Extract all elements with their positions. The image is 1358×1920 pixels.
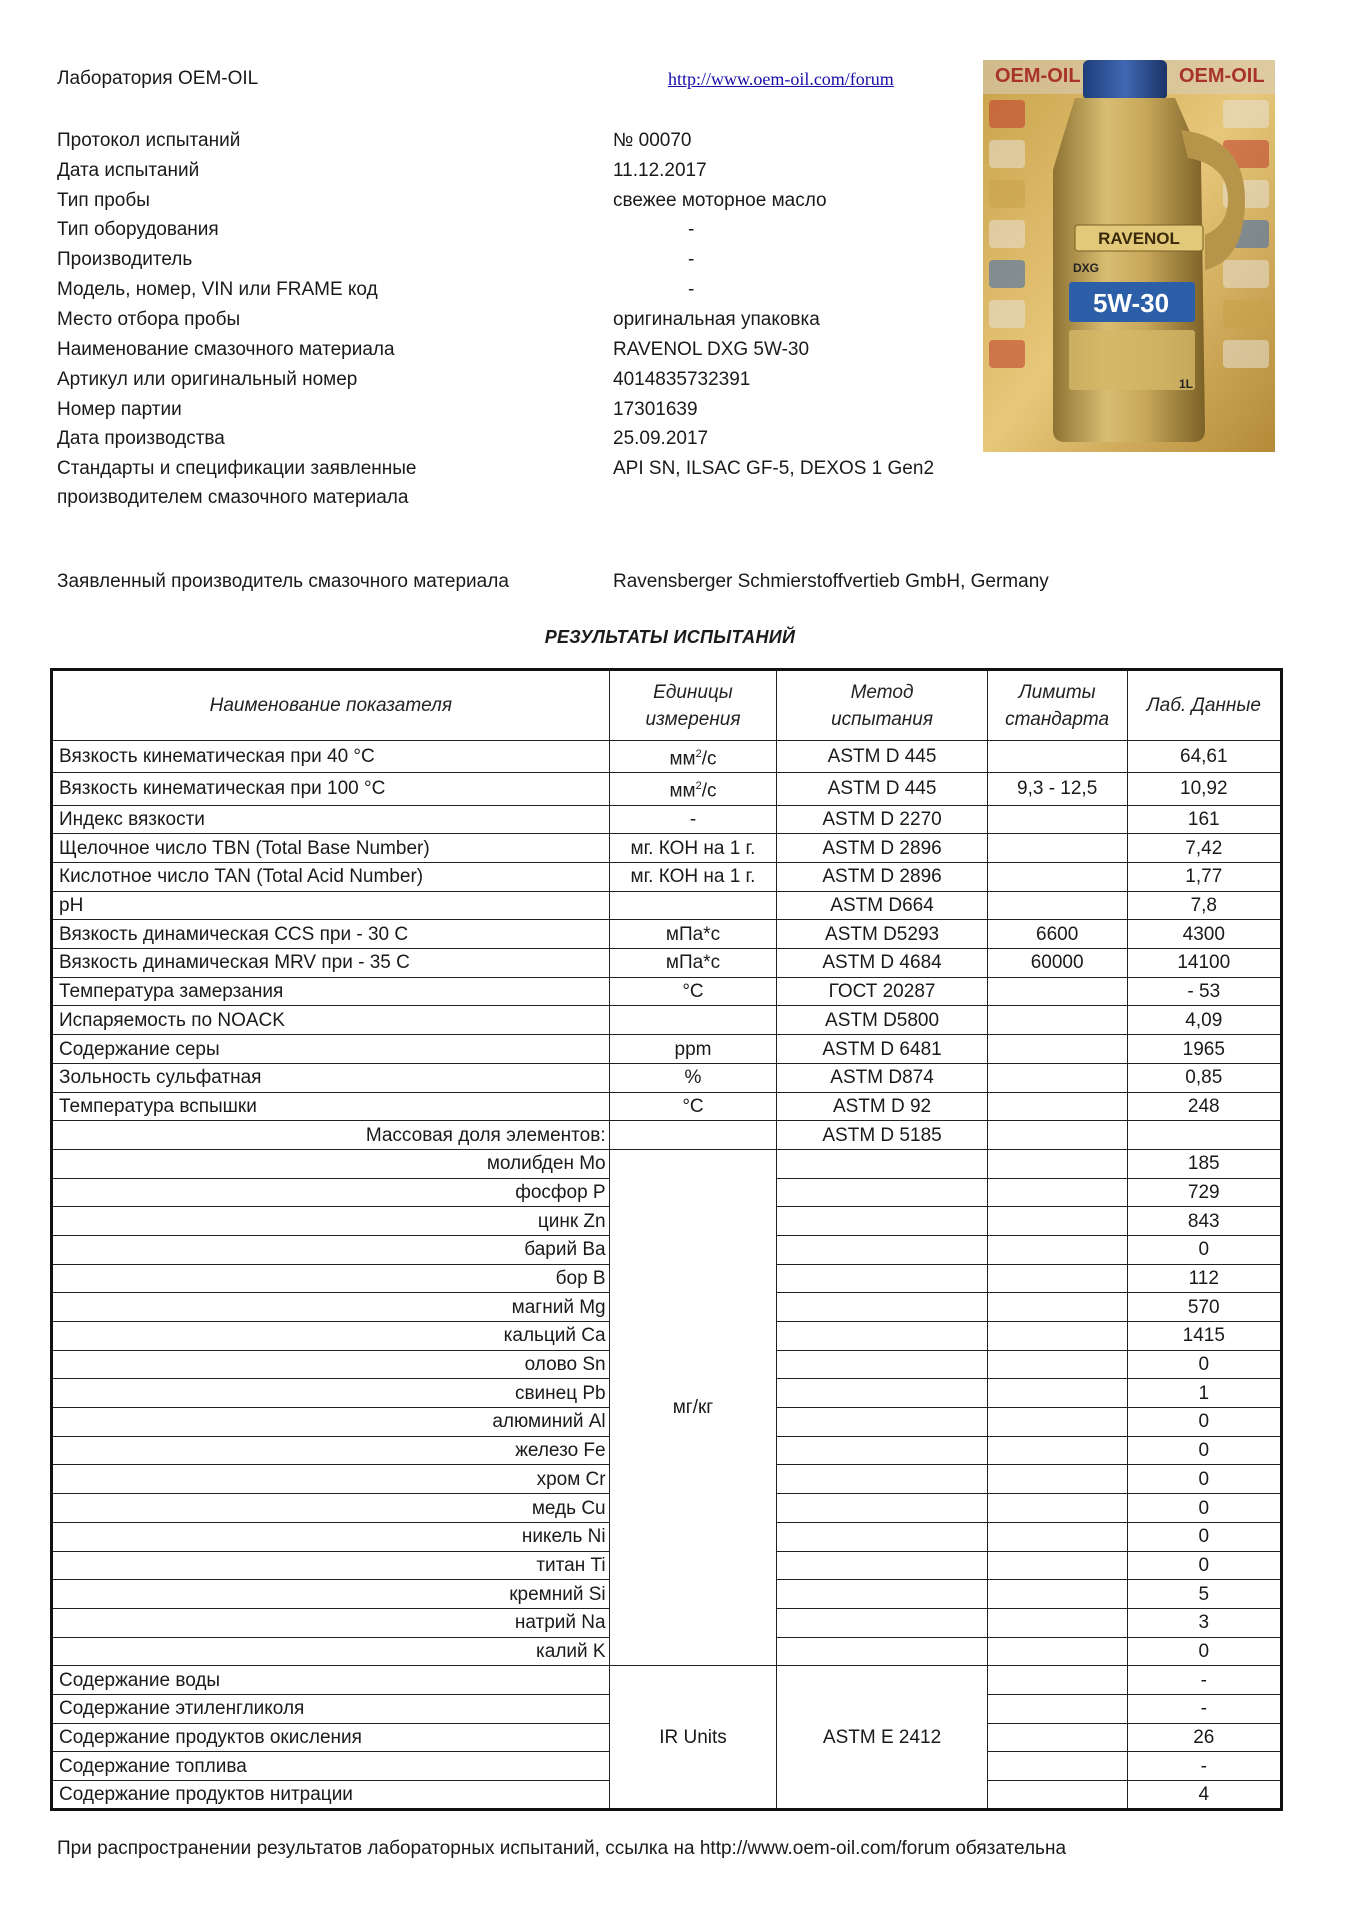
table-row xyxy=(52,949,1282,978)
header-limits: Лимиты стандарта xyxy=(987,670,1127,741)
bottle-line: DXG xyxy=(1073,261,1100,275)
row-name: Вязкость кинематическая при 100 °С xyxy=(52,773,610,805)
element-name: барий Ba xyxy=(52,1235,610,1264)
row-name: Температура замерзания xyxy=(52,977,610,1006)
row-units xyxy=(609,1121,777,1150)
banner-text: OEM-OIL xyxy=(995,65,1081,87)
row-value: 1965 xyxy=(1127,1035,1281,1064)
row-limits xyxy=(987,1752,1127,1781)
banner-text: OEM-OIL xyxy=(1179,65,1265,87)
results-table xyxy=(50,668,1283,1811)
row-value: 161 xyxy=(1127,805,1281,834)
element-value: 0 xyxy=(1127,1235,1281,1264)
row-method: ASTM D5293 xyxy=(777,920,987,949)
table-row xyxy=(52,977,1282,1006)
row-method xyxy=(777,1551,987,1580)
info-label: Тип пробы xyxy=(57,190,150,211)
ir-name: Содержание этиленгликоля xyxy=(52,1694,610,1723)
row-method xyxy=(777,1465,987,1494)
row-limits: 60000 xyxy=(987,949,1127,978)
row-units: мг. КОН на 1 г. xyxy=(609,863,777,892)
ir-units: IR Units xyxy=(609,1666,777,1810)
row-method: ASTM D 2896 xyxy=(777,834,987,863)
row-value: 10,92 xyxy=(1127,773,1281,805)
forum-link[interactable]: http://www.oem-oil.com/forum xyxy=(668,69,894,89)
element-name: железо Fe xyxy=(52,1436,610,1465)
row-limits xyxy=(987,863,1127,892)
element-name: медь Cu xyxy=(52,1494,610,1523)
element-name: алюминий Al xyxy=(52,1408,610,1437)
element-name: фосфор P xyxy=(52,1178,610,1207)
element-value: 0 xyxy=(1127,1494,1281,1523)
row-limits xyxy=(987,1580,1127,1609)
row-limits xyxy=(987,1235,1127,1264)
element-value: 729 xyxy=(1127,1178,1281,1207)
table-header-row xyxy=(52,670,1282,741)
info-value: - xyxy=(688,219,695,240)
row-limits: 9,3 - 12,5 xyxy=(987,773,1127,805)
element-name: калий K xyxy=(52,1637,610,1666)
row-limits xyxy=(987,1666,1127,1695)
row-name: Индекс вязкости xyxy=(52,805,610,834)
row-method xyxy=(777,1522,987,1551)
row-limits xyxy=(987,977,1127,1006)
row-method xyxy=(777,1178,987,1207)
element-name: кремний Si xyxy=(52,1580,610,1609)
info-value: Ravensberger Schmierstoffvertieb GmbH, Germany xyxy=(613,571,1049,592)
row-units: мПа*с xyxy=(609,920,777,949)
row-limits xyxy=(987,1322,1127,1351)
bottle-volume: 1L xyxy=(1179,377,1194,391)
row-method xyxy=(777,1149,987,1178)
row-method xyxy=(777,1580,987,1609)
row-limits xyxy=(987,1006,1127,1035)
element-value: 1415 xyxy=(1127,1322,1281,1351)
row-method: ASTM D 6481 xyxy=(777,1035,987,1064)
row-limits xyxy=(987,1035,1127,1064)
row-limits xyxy=(987,834,1127,863)
table-row xyxy=(52,1035,1282,1064)
table-row xyxy=(52,863,1282,892)
element-value: 0 xyxy=(1127,1522,1281,1551)
info-value: оригинальная упаковка xyxy=(613,309,820,330)
footer-note: При распространении результатов лабораторных испытаний, ссылка на http://www.oem-oil.com/forum обязательна xyxy=(57,1838,1067,1859)
header-lab-data: Лаб. Данные xyxy=(1127,670,1281,741)
row-name: Температура вспышки xyxy=(52,1092,610,1121)
row-value xyxy=(1127,1121,1281,1150)
element-value: 112 xyxy=(1127,1264,1281,1293)
info-value: 25.09.2017 xyxy=(613,428,709,449)
element-value: 3 xyxy=(1127,1608,1281,1637)
row-limits xyxy=(987,1465,1127,1494)
element-name: свинец Pb xyxy=(52,1379,610,1408)
row-name: Испаряемость по NOACK xyxy=(52,1006,610,1035)
row-method: ASTM D664 xyxy=(777,891,987,920)
ir-value: - xyxy=(1127,1694,1281,1723)
row-method: ASTM D 4684 xyxy=(777,949,987,978)
info-value: RAVENOL DXG 5W-30 xyxy=(613,339,810,360)
row-method: ASTM D 2270 xyxy=(777,805,987,834)
info-label: Протокол испытаний xyxy=(57,130,241,151)
row-method xyxy=(777,1293,987,1322)
row-limits xyxy=(987,741,1127,773)
row-name: Вязкость кинематическая при 40 °С xyxy=(52,741,610,773)
row-method xyxy=(777,1379,987,1408)
row-limits xyxy=(987,1608,1127,1637)
row-units: ppm xyxy=(609,1035,777,1064)
lab-name: Лаборатория OEM-OIL xyxy=(57,68,259,89)
info-label: Дата испытаний xyxy=(57,160,200,181)
results-title: РЕЗУЛЬТАТЫ ИСПЫТАНИЙ xyxy=(544,627,796,647)
info-label: Стандарты и спецификации заявленные xyxy=(57,458,417,479)
oil-bottle-image xyxy=(983,60,1275,452)
row-method xyxy=(777,1235,987,1264)
row-units: $мм^2/с$ xyxy=(609,741,777,773)
row-method: ASTM D 445 xyxy=(777,773,987,805)
row-value: 4,09 xyxy=(1127,1006,1281,1035)
row-limits xyxy=(987,1637,1127,1666)
row-method xyxy=(777,1608,987,1637)
info-value: 4014835732391 xyxy=(613,369,751,390)
element-value: 0 xyxy=(1127,1408,1281,1437)
row-limits xyxy=(987,1121,1127,1150)
row-name: Вязкость динамическая MRV при - 35 С xyxy=(52,949,610,978)
row-method: ASTM D 2896 xyxy=(777,863,987,892)
row-limits: 6600 xyxy=(987,920,1127,949)
element-value: 0 xyxy=(1127,1465,1281,1494)
table-row xyxy=(52,1006,1282,1035)
row-limits xyxy=(987,891,1127,920)
element-value: 843 xyxy=(1127,1207,1281,1236)
table-row xyxy=(52,834,1282,863)
row-limits xyxy=(987,1293,1127,1322)
row-value: 7,8 xyxy=(1127,891,1281,920)
element-name: натрий Na xyxy=(52,1608,610,1637)
info-label: Наименование смазочного материала xyxy=(57,339,395,360)
element-name: олово Sn xyxy=(52,1350,610,1379)
row-method xyxy=(777,1350,987,1379)
element-name: молибден Mo xyxy=(52,1149,610,1178)
row-method: ГОСТ 20287 xyxy=(777,977,987,1006)
table-row xyxy=(52,1092,1282,1121)
row-limits xyxy=(987,1408,1127,1437)
row-name: Щелочное число TBN (Total Base Number) xyxy=(52,834,610,863)
ir-name: Содержание топлива xyxy=(52,1752,610,1781)
row-units: % xyxy=(609,1063,777,1092)
element-value: 0 xyxy=(1127,1350,1281,1379)
row-value: 4300 xyxy=(1127,920,1281,949)
ir-value: - xyxy=(1127,1752,1281,1781)
info-value: - xyxy=(688,279,695,300)
element-row xyxy=(52,1149,1282,1178)
row-value: - 53 xyxy=(1127,977,1281,1006)
element-value: 0 xyxy=(1127,1551,1281,1580)
ir-name: Содержание продуктов окисления xyxy=(52,1723,610,1752)
row-method xyxy=(777,1436,987,1465)
ir-name: Содержание воды xyxy=(52,1666,610,1695)
row-units: мг. КОН на 1 г. xyxy=(609,834,777,863)
bottle-brand: RAVENOL xyxy=(1098,229,1180,248)
row-units: - xyxy=(609,805,777,834)
info-label: производителем смазочного материала xyxy=(57,487,409,508)
table-row xyxy=(52,773,1282,805)
ir-method: ASTM E 2412 xyxy=(777,1666,987,1810)
row-limits xyxy=(987,1149,1127,1178)
row-limits xyxy=(987,1522,1127,1551)
table-row xyxy=(52,891,1282,920)
row-value: 248 xyxy=(1127,1092,1281,1121)
row-name: Кислотное число TAN (Total Acid Number) xyxy=(52,863,610,892)
info-label: Заявленный производитель смазочного материала xyxy=(57,571,509,592)
row-method: ASTM D5800 xyxy=(777,1006,987,1035)
info-label: Артикул или оригинальный номер xyxy=(57,369,358,390)
row-limits xyxy=(987,1436,1127,1465)
elements-units: мг/кг xyxy=(609,1149,777,1665)
row-method xyxy=(777,1637,987,1666)
row-method xyxy=(777,1207,987,1236)
ir-row xyxy=(52,1666,1282,1695)
info-label: Производитель xyxy=(57,249,193,270)
row-units xyxy=(609,1006,777,1035)
row-value: 64,61 xyxy=(1127,741,1281,773)
element-value: 5 xyxy=(1127,1580,1281,1609)
row-limits xyxy=(987,1264,1127,1293)
element-name: цинк Zn xyxy=(52,1207,610,1236)
row-limits xyxy=(987,1723,1127,1752)
info-label: Номер партии xyxy=(57,399,182,420)
row-method xyxy=(777,1408,987,1437)
info-label: Тип оборудования xyxy=(57,219,219,240)
element-value: 0 xyxy=(1127,1436,1281,1465)
row-method: ASTM D 445 xyxy=(777,741,987,773)
row-method xyxy=(777,1494,987,1523)
info-value: API SN, ILSAC GF-5, DEXOS 1 Gen2 xyxy=(613,458,935,479)
table-row xyxy=(52,920,1282,949)
row-limits xyxy=(987,1494,1127,1523)
row-value: 0,85 xyxy=(1127,1063,1281,1092)
row-limits xyxy=(987,805,1127,834)
row-limits xyxy=(987,1694,1127,1723)
info-value: 17301639 xyxy=(613,399,698,420)
ir-name: Содержание продуктов нитрации xyxy=(52,1781,610,1810)
bottle-grade: 5W-30 xyxy=(1092,288,1170,318)
info-value: 11.12.2017 xyxy=(613,160,707,181)
table-row xyxy=(52,741,1282,773)
element-name: никель Ni xyxy=(52,1522,610,1551)
row-name: Содержание серы xyxy=(52,1035,610,1064)
row-limits xyxy=(987,1207,1127,1236)
row-units: мПа*с xyxy=(609,949,777,978)
row-limits xyxy=(987,1178,1127,1207)
table-row xyxy=(52,1063,1282,1092)
row-limits xyxy=(987,1063,1127,1092)
element-name: титан Ti xyxy=(52,1551,610,1580)
elements-method: ASTM D 5185 xyxy=(777,1121,987,1150)
element-value: 570 xyxy=(1127,1293,1281,1322)
row-units: $мм^2/с$ xyxy=(609,773,777,805)
info-value: свежее моторное масло xyxy=(613,190,827,211)
row-units: °С xyxy=(609,1092,777,1121)
ir-value: 26 xyxy=(1127,1723,1281,1752)
row-name: Вязкость динамическая CCS при - 30 С xyxy=(52,920,610,949)
ir-value: 4 xyxy=(1127,1781,1281,1810)
header-method: Метод испытания xyxy=(777,670,987,741)
row-value: 14100 xyxy=(1127,949,1281,978)
elements-header-row xyxy=(52,1121,1282,1150)
row-limits xyxy=(987,1551,1127,1580)
row-method xyxy=(777,1322,987,1351)
row-method: ASTM D874 xyxy=(777,1063,987,1092)
row-limits xyxy=(987,1350,1127,1379)
element-value: 1 xyxy=(1127,1379,1281,1408)
element-value: 0 xyxy=(1127,1637,1281,1666)
row-limits xyxy=(987,1092,1127,1121)
ir-value: - xyxy=(1127,1666,1281,1695)
table-row xyxy=(52,805,1282,834)
info-label: Модель, номер, VIN или FRAME код xyxy=(57,279,378,300)
element-name: хром Cr xyxy=(52,1465,610,1494)
info-label: Дата производства xyxy=(57,428,225,449)
row-value: 1,77 xyxy=(1127,863,1281,892)
element-name: бор B xyxy=(52,1264,610,1293)
header-units: Единицы измерения xyxy=(609,670,777,741)
row-method: ASTM D 92 xyxy=(777,1092,987,1121)
row-units xyxy=(609,891,777,920)
element-name: магний Mg xyxy=(52,1293,610,1322)
elements-header-name: Массовая доля элементов: xyxy=(52,1121,610,1150)
element-value: 185 xyxy=(1127,1149,1281,1178)
row-name: Зольность сульфатная xyxy=(52,1063,610,1092)
info-label: Место отбора пробы xyxy=(57,309,241,330)
row-value: 7,42 xyxy=(1127,834,1281,863)
row-method xyxy=(777,1264,987,1293)
row-limits xyxy=(987,1781,1127,1810)
info-value: № 00070 xyxy=(613,130,692,151)
element-name: кальций Ca xyxy=(52,1322,610,1351)
row-units: °С xyxy=(609,977,777,1006)
row-name: pH xyxy=(52,891,610,920)
info-value: - xyxy=(688,249,695,270)
header-name: Наименование показателя xyxy=(52,670,610,741)
row-limits xyxy=(987,1379,1127,1408)
